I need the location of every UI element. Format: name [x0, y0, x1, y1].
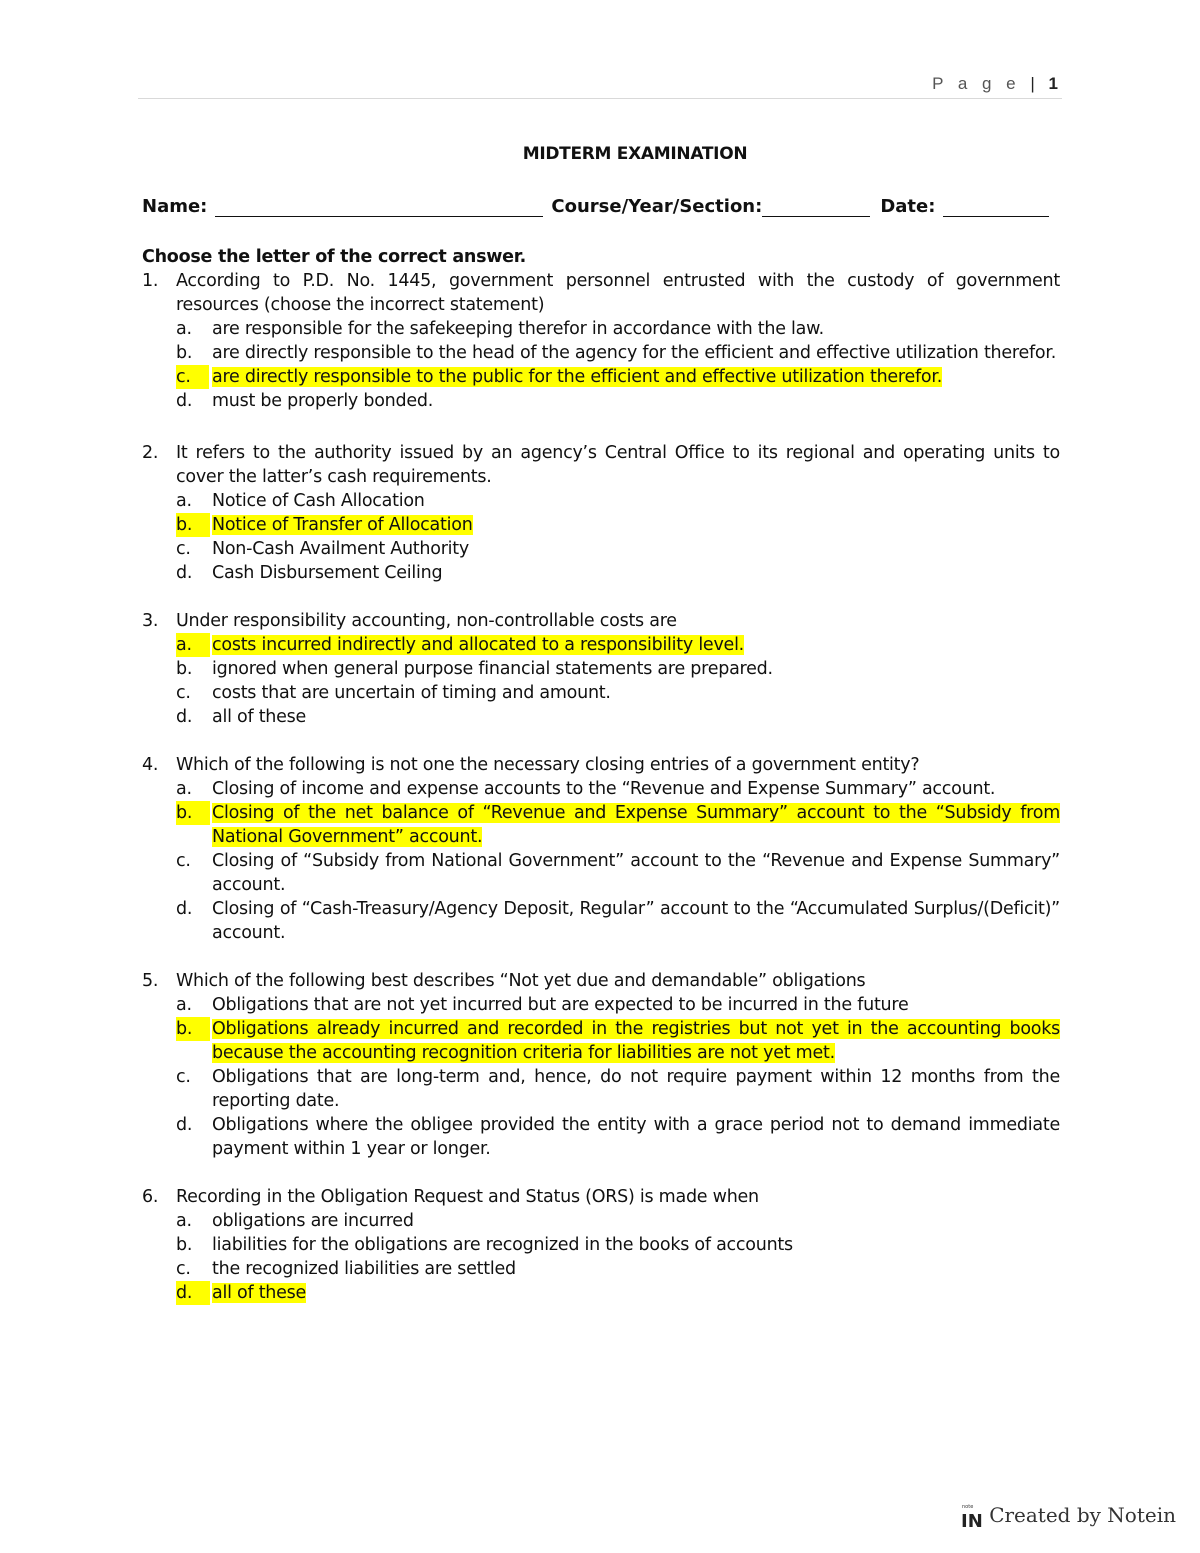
option-c[interactable]: [176, 1065, 1060, 1113]
page-separator: |: [1030, 74, 1035, 93]
option-letter: b.: [176, 343, 193, 363]
option-letter: d.: [176, 563, 193, 583]
question-number: 5.: [142, 971, 159, 991]
option-d[interactable]: [176, 1113, 1060, 1161]
option-text: Notice of Transfer of Allocation: [212, 515, 473, 535]
option-letter: a.: [176, 779, 192, 799]
notein-logo-icon: [961, 1502, 983, 1528]
option-c-highlighted-answer[interactable]: [176, 365, 1060, 389]
option-letter: d.: [176, 391, 193, 411]
option-b-highlighted-answer[interactable]: [176, 1017, 1060, 1065]
option-letter: d.: [176, 1115, 193, 1135]
option-d[interactable]: [176, 705, 1060, 729]
option-text: Obligations that are not yet incurred but are expected to be incurred in the future: [212, 995, 909, 1015]
option-text: costs incurred indirectly and allocated to a responsibility level.: [212, 635, 744, 655]
option-letter: a.: [176, 491, 192, 511]
option-d[interactable]: [176, 897, 1060, 945]
option-text: are directly responsible to the public for the efficient and effective utilization therefor.: [212, 367, 943, 387]
option-letter: c.: [176, 1067, 191, 1087]
option-text: all of these: [212, 1283, 307, 1303]
question-text: Which of the following best describes “Not yet due and demandable” obligations: [176, 971, 866, 991]
question-5: [142, 969, 1060, 1161]
option-letter: a.: [176, 995, 192, 1015]
option-a[interactable]: [176, 993, 1060, 1017]
question-4: [142, 753, 1060, 945]
option-a-highlighted-answer[interactable]: [176, 633, 1060, 657]
question-number: 3.: [142, 611, 159, 631]
question-text: Which of the following is not one the necessary closing entries of a government entity?: [176, 755, 920, 775]
instructions: Choose the letter of the correct answer.: [142, 247, 527, 267]
option-letter: c.: [176, 1259, 191, 1279]
exam-content: [142, 245, 1060, 1305]
option-letter: b.: [176, 801, 210, 825]
logo-letters: IN: [961, 1511, 983, 1530]
option-letter: a.: [176, 319, 192, 339]
option-b[interactable]: [176, 657, 1060, 681]
option-letter: c.: [176, 683, 191, 703]
option-letter: c.: [176, 539, 191, 559]
name-blank-line[interactable]: [215, 196, 543, 217]
notein-watermark: [961, 1502, 1176, 1528]
option-c[interactable]: [176, 849, 1060, 897]
page-number: 1: [1048, 74, 1058, 93]
option-b[interactable]: [176, 1233, 1060, 1257]
question-text: It refers to the authority issued by an agency’s Central Office to its regional and operating units to cover the latter’s cash requirements.: [176, 443, 1060, 487]
option-text: are directly responsible to the head of the agency for the efficient and effective utilization therefor.: [212, 343, 1057, 363]
option-text: all of these: [212, 707, 307, 727]
question-number: 2.: [142, 443, 159, 463]
option-d-highlighted-answer[interactable]: [176, 1281, 1060, 1305]
created-by-text: Created by Notein: [989, 1503, 1176, 1527]
option-letter: b.: [176, 1235, 193, 1255]
student-info-row: [142, 196, 1060, 217]
option-text: Closing of the net balance of “Revenue and Expense Summary” account to the “Subsidy from National Government” account.: [212, 803, 1060, 847]
question-6: [142, 1185, 1060, 1305]
option-a[interactable]: [176, 489, 1060, 513]
option-d[interactable]: [176, 561, 1060, 585]
option-c[interactable]: [176, 1257, 1060, 1281]
question-text: Recording in the Obligation Request and Status (ORS) is made when: [176, 1187, 759, 1207]
option-letter: a.: [176, 1211, 192, 1231]
option-text: Notice of Cash Allocation: [212, 491, 425, 511]
option-text: Closing of “Cash-Treasury/Agency Deposit, Regular” account to the “Accumulated Surplus/(Deficit)” account.: [212, 899, 1060, 943]
document-title: MIDTERM EXAMINATION: [522, 144, 748, 164]
option-text: must be properly bonded.: [212, 391, 434, 411]
option-d[interactable]: [176, 389, 1060, 413]
option-letter: c.: [176, 851, 191, 871]
option-text: Non-Cash Availment Authority: [212, 539, 469, 559]
option-text: ignored when general purpose financial statements are prepared.: [212, 659, 773, 679]
course-label: Course/Year/Section:: [551, 196, 763, 217]
option-a[interactable]: [176, 317, 1060, 341]
option-c[interactable]: [176, 537, 1060, 561]
option-text: Closing of income and expense accounts to the “Revenue and Expense Summary” account.: [212, 779, 996, 799]
question-text: Under responsibility accounting, non-controllable costs are: [176, 611, 677, 631]
option-text: are responsible for the safekeeping therefor in accordance with the law.: [212, 319, 824, 339]
page-word: P a g e: [932, 74, 1021, 93]
option-a[interactable]: [176, 1209, 1060, 1233]
option-letter: b.: [176, 1017, 210, 1041]
logo-small-text: note: [962, 1504, 974, 1510]
option-letter: b.: [176, 659, 193, 679]
option-b[interactable]: [176, 341, 1060, 365]
option-text: Obligations that are long-term and, hence, do not require payment within 12 months from the reporting date.: [212, 1067, 1060, 1111]
option-text: the recognized liabilities are settled: [212, 1259, 516, 1279]
option-text: liabilities for the obligations are recognized in the books of accounts: [212, 1235, 793, 1255]
option-letter: d.: [176, 899, 193, 919]
option-text: costs that are uncertain of timing and amount.: [212, 683, 611, 703]
question-text: According to P.D. No. 1445, government personnel entrusted with the custody of government resources (choose the incorrect statement): [176, 271, 1060, 315]
option-c[interactable]: [176, 681, 1060, 705]
course-blank-line[interactable]: [762, 196, 870, 217]
question-1: [142, 269, 1060, 413]
option-b-highlighted-answer[interactable]: [176, 801, 1060, 849]
page-header: [138, 70, 1062, 99]
option-a[interactable]: [176, 777, 1060, 801]
date-label: Date:: [880, 196, 936, 217]
name-label: Name:: [142, 196, 208, 217]
question-3: [142, 609, 1060, 729]
option-text: Closing of “Subsidy from National Government” account to the “Revenue and Expense Summary” account.: [212, 851, 1060, 895]
option-text: Cash Disbursement Ceiling: [212, 563, 443, 583]
question-2: [142, 441, 1060, 585]
option-letter: a.: [176, 633, 210, 657]
question-number: 1.: [142, 271, 159, 291]
question-number: 6.: [142, 1187, 159, 1207]
page-number-label: [932, 74, 1058, 94]
option-text: obligations are incurred: [212, 1211, 414, 1231]
option-text: Obligations where the obligee provided the entity with a grace period not to demand immediate payment within 1 year or longer.: [212, 1115, 1060, 1159]
option-letter: d.: [176, 707, 193, 727]
option-letter: d.: [176, 1281, 210, 1305]
option-letter: b.: [176, 513, 210, 537]
option-text: Obligations already incurred and recorded in the registries but not yet in the accounting books because the accounting recognition criteria for liabilities are not yet met.: [212, 1019, 1060, 1063]
option-letter: c.: [176, 365, 209, 389]
date-blank-line[interactable]: [943, 196, 1049, 217]
option-b-highlighted-answer[interactable]: [176, 513, 1060, 537]
question-number: 4.: [142, 755, 159, 775]
